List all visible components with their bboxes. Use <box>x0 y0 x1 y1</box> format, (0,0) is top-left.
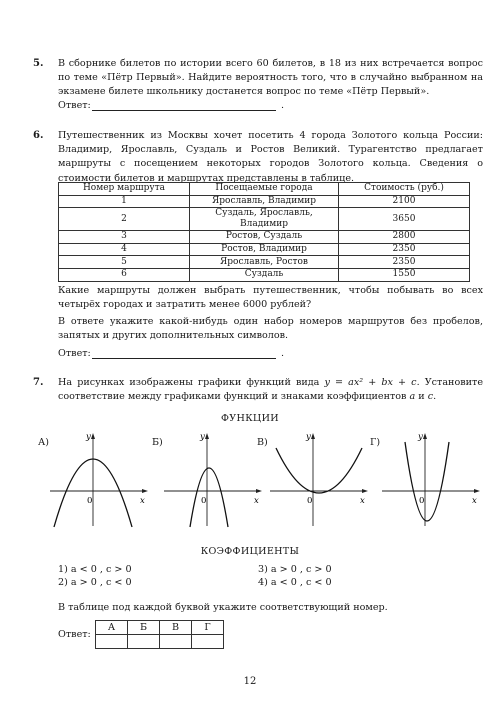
x-axis-label: x <box>254 496 259 506</box>
table-cell: 1550 <box>339 268 470 281</box>
table-header: Стоимость (руб.) <box>339 183 470 196</box>
parabola-curve <box>190 468 228 527</box>
graph-a <box>50 428 150 528</box>
table-header-row <box>59 183 470 196</box>
y-axis-arrow-icon <box>91 433 95 439</box>
answer-cell-b[interactable] <box>128 635 160 649</box>
table-cell: Суздаль <box>190 268 339 281</box>
table-row <box>59 243 470 256</box>
table-cell: 6 <box>59 268 190 281</box>
table-cell: 2 <box>59 208 190 231</box>
graph-b <box>164 428 264 528</box>
coef-a: a <box>409 391 416 403</box>
function-formula: y = ax² + bx + c <box>324 377 417 388</box>
y-axis-arrow-icon <box>311 433 315 439</box>
question-5-number: 5. <box>33 58 44 69</box>
question-6-answer-dot: . <box>281 348 285 359</box>
question-5-answer-field[interactable] <box>92 100 276 111</box>
table-cell: 2350 <box>339 243 470 256</box>
answer-cell-g[interactable] <box>192 635 224 649</box>
x-axis-arrow-icon <box>256 489 262 493</box>
routes-table <box>58 182 470 282</box>
parabola-curve <box>276 448 362 493</box>
origin-label: 0 <box>307 496 313 506</box>
coefficient-option-3: 3) a > 0 , c > 0 <box>258 564 332 575</box>
origin-label: 0 <box>87 496 93 506</box>
question-7-and: и <box>415 391 428 403</box>
question-7-text-start: На рисунках изображены графики функций вида <box>58 377 325 388</box>
answer-header-v: В <box>160 621 192 635</box>
question-6-question: Какие маршруты должен выбрать путешественник, чтобы побывать во всех четырёх городах и затратить менее 6000 рублей? <box>58 285 483 311</box>
answer-table-input-row <box>96 635 224 649</box>
table-row <box>59 195 470 208</box>
question-5-answer-dot: . <box>281 100 285 111</box>
coefficients-title: КОЭФФИЦИЕНТЫ <box>200 546 300 557</box>
x-axis-arrow-icon <box>142 489 148 493</box>
answer-cell-a[interactable] <box>96 635 128 649</box>
question-6-text: Путешественник из Москвы хочет посетить 4 города Золотого кольца России: Владимир, Ярославль, Суздаль и Ростов Великий. Турагентство предлагает маршруты с посещением некоторых городов Золотого кольца. Сведения о стоимости билетов и маршрутах представлены в таблице. <box>58 130 483 184</box>
table-cell: 2800 <box>339 231 470 244</box>
y-axis-label: y <box>418 432 423 442</box>
x-axis-label: x <box>360 496 365 506</box>
question-5-answer-label: Ответ: <box>58 100 91 111</box>
answer-table-header-row <box>96 621 224 635</box>
question-7-text <box>58 376 483 404</box>
graph-g-label: Г) <box>370 437 381 448</box>
answer-header-b: Б <box>128 621 160 635</box>
origin-label: 0 <box>201 496 207 506</box>
table-cell: 2100 <box>339 195 470 208</box>
table-cell: Суздаль, Ярославль, Владимир <box>190 208 339 231</box>
table-cell: 1 <box>59 195 190 208</box>
question-7-answer-label: Ответ: <box>58 629 91 640</box>
table-row <box>59 231 470 244</box>
x-axis-label: x <box>140 496 145 506</box>
table-row <box>59 256 470 269</box>
question-7-number: 7. <box>33 377 44 388</box>
y-axis-label: y <box>86 432 91 442</box>
table-cell: Ярославль, Владимир <box>190 195 339 208</box>
graph-v <box>270 428 370 528</box>
table-header: Посещаемые города <box>190 183 339 196</box>
question-6-number: 6. <box>33 130 44 141</box>
y-axis-arrow-icon <box>205 433 209 439</box>
coef-c: c <box>427 391 434 403</box>
question-6-answer-field[interactable] <box>92 348 276 359</box>
functions-title: ФУНКЦИИ <box>221 413 279 424</box>
parabola-curve <box>405 442 449 521</box>
x-axis-arrow-icon <box>362 489 368 493</box>
coefficient-option-1: 1) a < 0 , c > 0 <box>58 564 132 575</box>
table-cell: Ростов, Владимир <box>190 243 339 256</box>
y-axis-label: y <box>200 432 205 442</box>
question-6-answer-label: Ответ: <box>58 348 91 359</box>
table-cell: 5 <box>59 256 190 269</box>
table-cell: Ярославль, Ростов <box>190 256 339 269</box>
answer-cell-v[interactable] <box>160 635 192 649</box>
question-6-instruction: В ответе укажите какой-нибудь один набор номеров маршрутов без пробелов, запятых и других дополнительных символов. <box>58 316 483 342</box>
table-cell: 3 <box>59 231 190 244</box>
coefficient-option-2: 2) a > 0 , c < 0 <box>58 577 132 588</box>
graph-v-label: В) <box>257 437 268 448</box>
y-axis-label: y <box>306 432 311 442</box>
page-number: 12 <box>243 676 257 687</box>
table-row <box>59 208 470 231</box>
table-header: Номер маршрута <box>59 183 190 196</box>
question-7-text-end: . <box>433 391 437 403</box>
coefficient-option-4: 4) a < 0 , c < 0 <box>258 577 332 588</box>
answer-header-g: Г <box>192 621 224 635</box>
x-axis-label: x <box>472 496 477 506</box>
graph-b-label: Б) <box>152 437 163 448</box>
question-7-text-middle: . Установите соответствие между графиками функций и знаками коэффициентов <box>58 377 484 403</box>
x-axis-arrow-icon <box>474 489 480 493</box>
table-row <box>59 268 470 281</box>
graph-g <box>382 428 482 528</box>
table-cell: 3650 <box>339 208 470 231</box>
graph-a-label: А) <box>38 437 50 448</box>
table-cell: 4 <box>59 243 190 256</box>
table-cell: 2350 <box>339 256 470 269</box>
answer-table <box>95 620 224 649</box>
origin-label: 0 <box>419 496 425 506</box>
answer-header-a: А <box>96 621 128 635</box>
table-cell: Ростов, Суздаль <box>190 231 339 244</box>
y-axis-arrow-icon <box>423 433 427 439</box>
question-7-instruction: В таблице под каждой буквой укажите соответствующий номер. <box>58 602 388 613</box>
question-5-text: В сборнике билетов по истории всего 60 билетов, в 18 из них встречается вопрос по теме «Пётр Первый». Найдите вероятность того, что в случайно выбранном на экзамене билете школьнику достанется вопрос по теме «Пётр Первый». <box>58 58 483 98</box>
